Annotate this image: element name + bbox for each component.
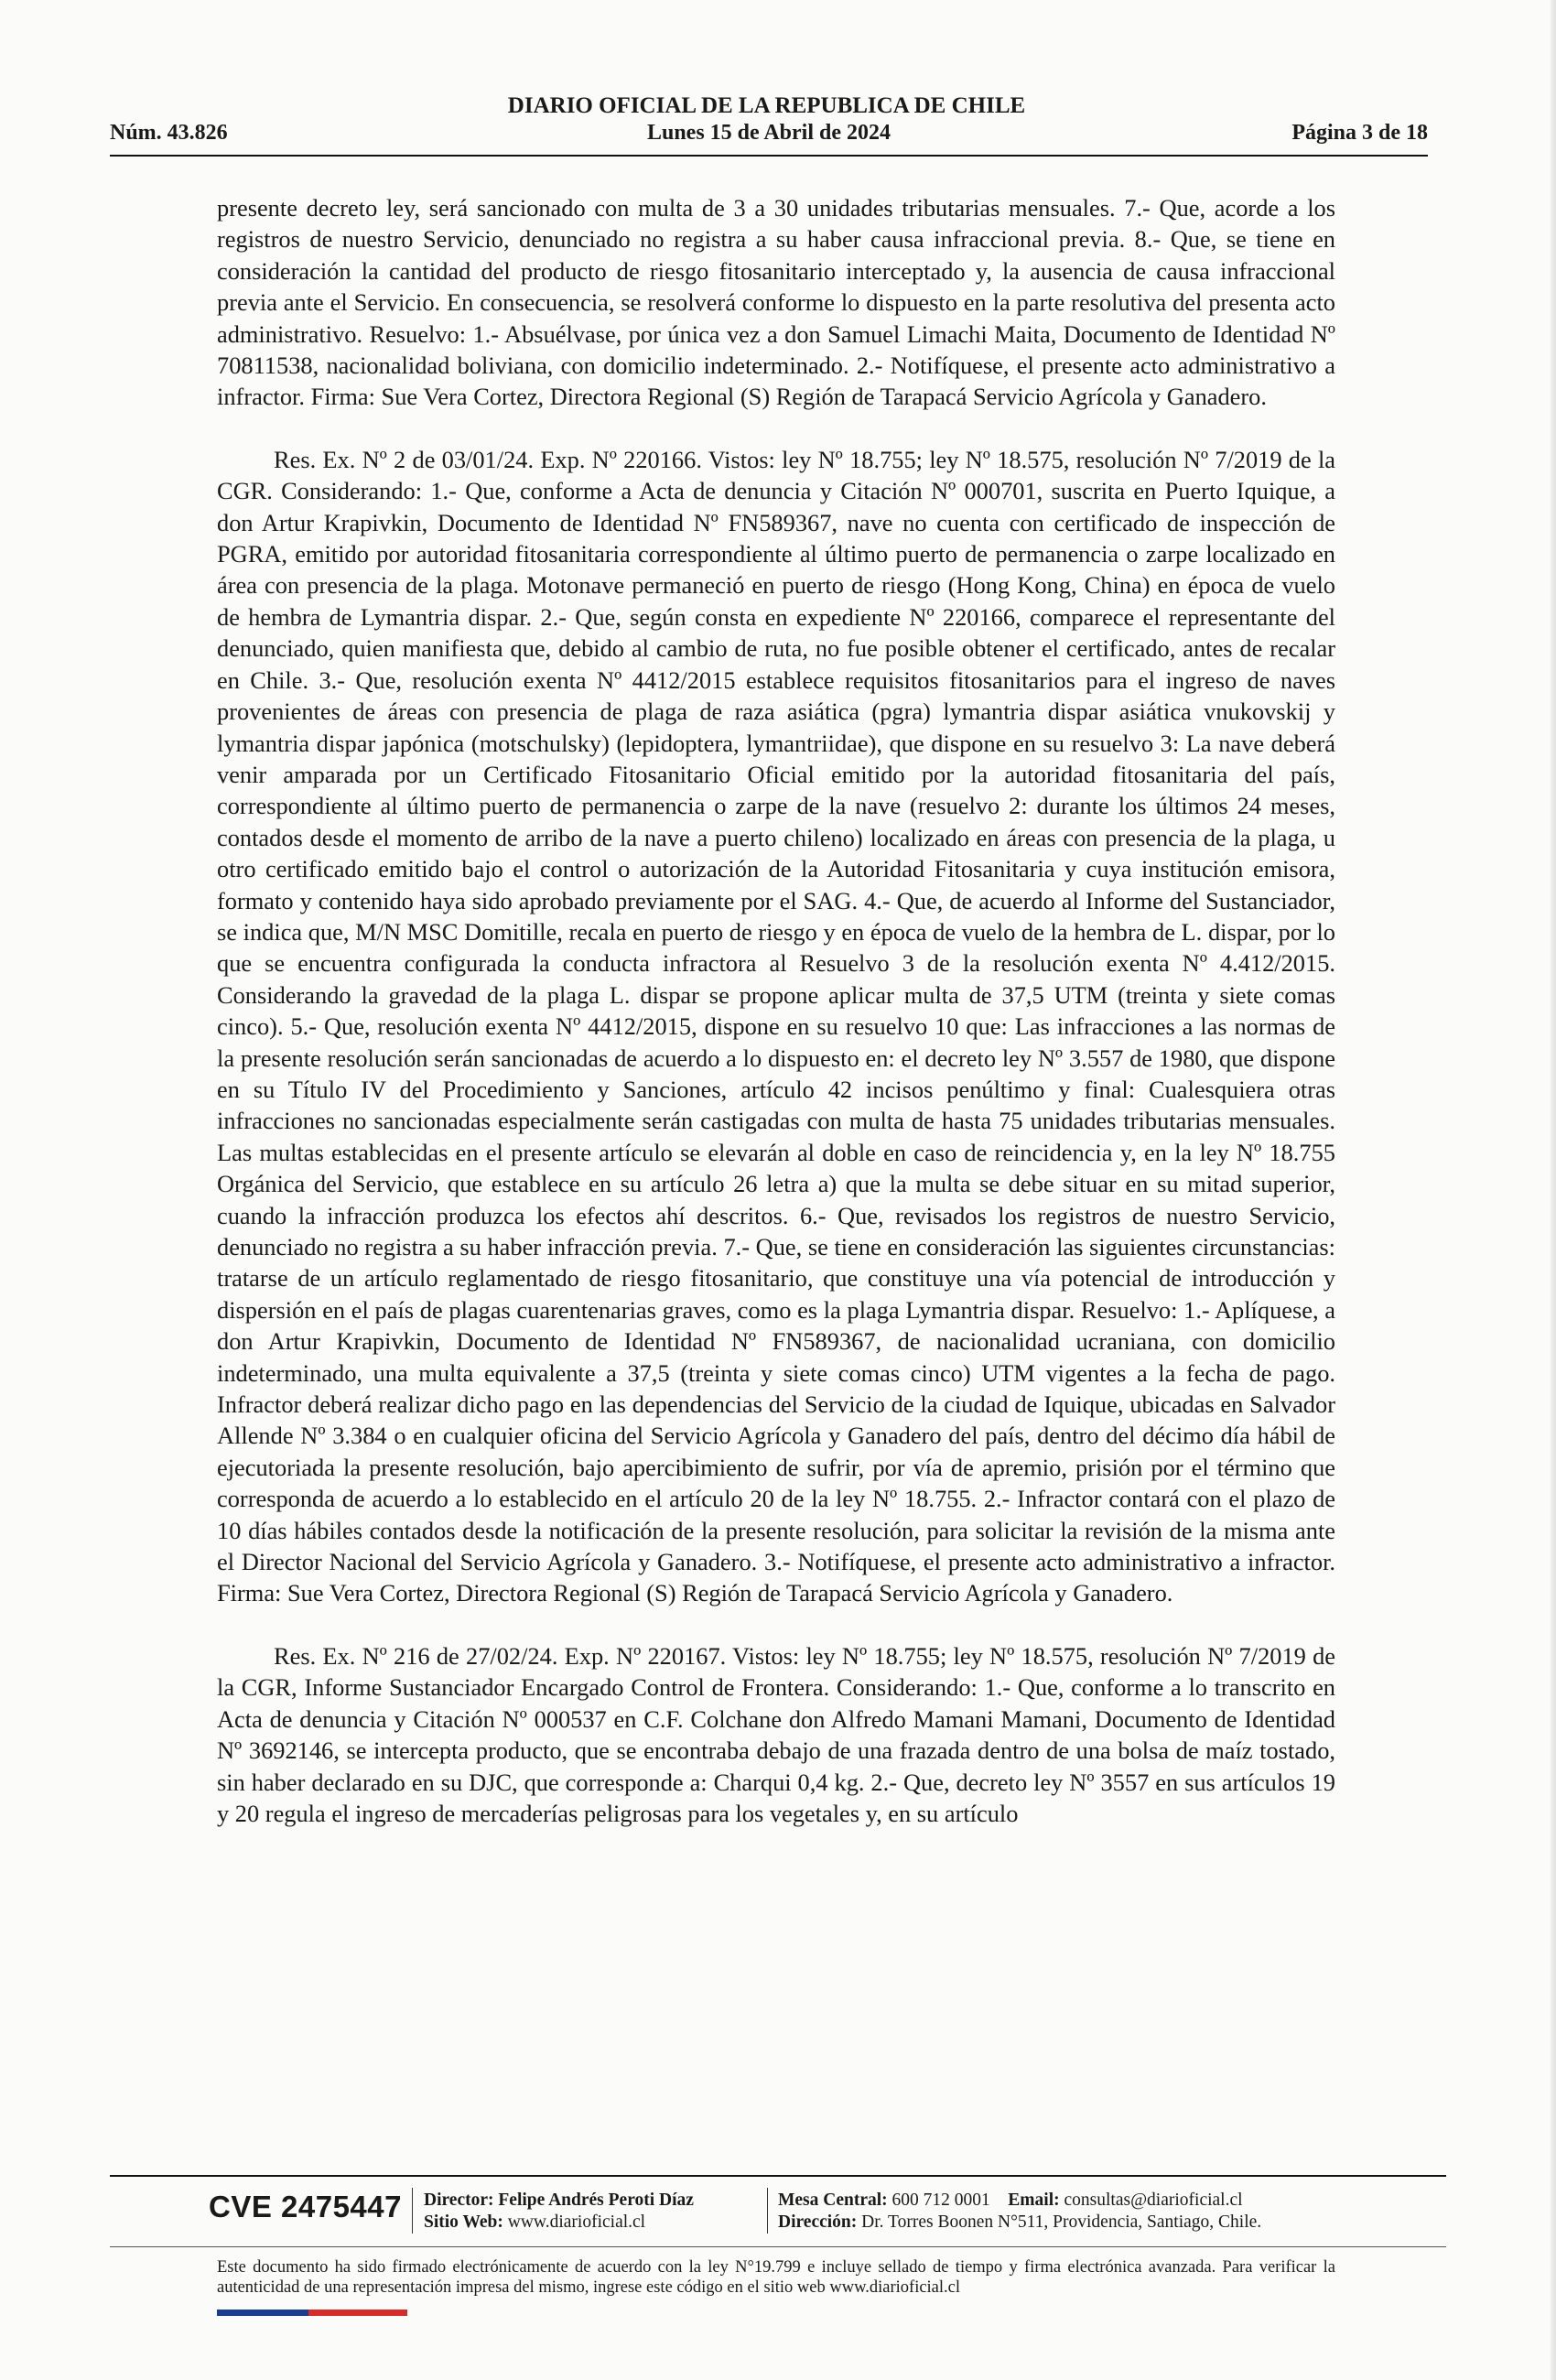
email-link[interactable]: consultas@diarioficial.cl bbox=[1064, 2191, 1243, 2210]
cve-code: CVE 2475447 bbox=[209, 2190, 402, 2223]
scan-edge bbox=[1551, 0, 1556, 2380]
issue-date: Lunes 15 de Abril de 2024 bbox=[646, 121, 891, 145]
mesa-label: Mesa Central: bbox=[778, 2191, 888, 2210]
director-label: Director: bbox=[424, 2191, 494, 2210]
footer-director-block bbox=[424, 2190, 694, 2234]
paragraph-1: presente decreto ley, será sancionado con multa de 3 a 30 unidades tributarias mensuales. 7.- Que, acorde a los registros de nuestro Servicio, denunciado no registra a su haber causa infraccional previa. 8.- Que, se tiene en consideración la cantidad del producto de riesgo fitosanitario interceptado y, la ausencia de causa infraccional previa ante el Servicio. En consecuencia, se resolverá conforme lo dispuesto en la parte resolutiva del presenta acto administrativo. Resuelvo: 1.- Absuélvase, por única vez a don Samuel Limachi Maita, Documento de Identidad Nº 70811538, nacionalidad boliviana, con domicilio indeterminado. 2.- Notifíquese, el presente acto administrativo a infractor. Firma: Sue Vera Cortez, Directora Regional (S) Región de Tarapacá Servicio Agrícola y Ganadero. bbox=[217, 194, 1335, 411]
flag-blue-segment bbox=[217, 2310, 308, 2316]
footer-rule-thin bbox=[110, 2246, 1446, 2247]
footer-contact-block bbox=[778, 2190, 1261, 2234]
header-rule bbox=[110, 155, 1428, 157]
website-label: Sitio Web: bbox=[424, 2212, 503, 2232]
email-label: Email: bbox=[1008, 2191, 1060, 2210]
signature-note: Este documento ha sido firmado electrónicamente de acuerdo con la ley N°19.799 e incluye sellado de tiempo y firma electrónica avanzada. Para verificar la autenticidad de una representación impresa del mismo, ingrese este código en el sitio web www.diarioficial.cl bbox=[217, 2258, 1335, 2297]
address-label: Dirección: bbox=[778, 2212, 858, 2232]
paragraph-3: Res. Ex. Nº 216 de 27/02/24. Exp. Nº 220167. Vistos: ley Nº 18.755; ley Nº 18.575, resolución Nº 7/2019 de la CGR, Informe Sustanciador Encargado Control de Frontera. Considerando: 1.- Que, conforme a lo transcrito en Acta de denuncia y Citación Nº 000537 en C.F. Colchane don Alfredo Mamani Mamani, Documento de Identidad Nº 3692146, se intercepta producto, que se encontraba debajo de una frazada dentro de una bolsa de maíz tostado, sin haber declarado en su DJC, que corresponde a: Charqui 0,4 kg. 2.- Que, decreto ley Nº 3557 en sus artículos 19 y 20 regula el ingreso de mercaderías peligrosas para los vegetales y, en su artículo bbox=[217, 1641, 1335, 1827]
chile-flag-stripe bbox=[217, 2310, 407, 2316]
publication-title: DIARIO OFICIAL DE LA REPUBLICA DE CHILE bbox=[507, 93, 1026, 118]
flag-red-segment bbox=[308, 2310, 407, 2316]
mesa-phone: 600 712 0001 bbox=[891, 2191, 990, 2210]
address-value: Dr. Torres Boonen N°511, Providencia, Santiago, Chile. bbox=[861, 2212, 1262, 2232]
header-row bbox=[110, 121, 1428, 148]
page-indicator: Página 3 de 18 bbox=[1291, 121, 1428, 145]
footer-divider bbox=[767, 2188, 768, 2234]
footer-rule bbox=[110, 2175, 1446, 2177]
footer-divider bbox=[412, 2188, 413, 2234]
paragraph-2: Res. Ex. Nº 2 de 03/01/24. Exp. Nº 220166. Vistos: ley Nº 18.755; ley Nº 18.575, resolución Nº 7/2019 de la CGR. Considerando: 1.- Que, conforme a Acta de denuncia y Citación Nº 000701, suscrita en Puerto Iquique, a don Artur Krapivkin, Documento de Identidad Nº FN589367, nave no cuenta con certificado de inspección de PGRA, emitido por autoridad fitosanitaria correspondiente al último puerto de permanencia o zarpe localizado en área con presencia de la plaga. Motonave permaneció en puerto de riesgo (Hong Kong, China) en época de vuelo de hembra de Lymantria dispar. 2.- Que, según consta en expediente Nº 220166, comparece el representante del denunciado, quien manifiesta que, debido al cambio de ruta, no fue posible obtener el certificado, antes de recalar en Chile. 3.- Que, resolución exenta Nº 4412/2015 establece requisitos fitosanitarios para el ingreso de naves provenientes de áreas con presencia de plaga de raza asiática (pgra) lymantria dispar asiática vnukovskij y lymantria dispar japónica (motschulsky) (lepidoptera, lymantriidae), que dispone en su resuelvo 3: La nave deberá venir amparada por un Certificado Fitosanitario Oficial emitido por la autoridad fitosanitaria del país, correspondiente al último puerto de permanencia o zarpe de la nave (resuelvo 2: durante los últimos 24 meses, contados desde el momento de arribo de la nave a puerto chileno) localizado en áreas con presencia de la plaga, u otro certificado emitido bajo el control o autorización de la Autoridad Fitosanitaria y cuya institución emisora, formato y contenido haya sido aprobado previamente por el SAG. 4.- Que, de acuerdo al Informe del Sustanciador, se indica que, M/N MSC Domitille, recala en puerto de riesgo y en época de vuelo de la hembra de L. dispar, por lo que se encuentra configurada la conducta infractora al Resuelvo 3 de la resolución exenta Nº 4.412/2015. Considerando la gravedad de la plaga L. dispar se propone aplicar multa de 37,5 UTM (treinta y siete comas cinco). 5.- Que, resolución exenta Nº 4412/2015, dispone en su resuelvo 10 que: Las infracciones a las normas de la presente resolución serán sancionadas de acuerdo a lo dispuesto en: el decreto ley Nº 3.557 de 1980, que dispone en su Título IV del Procedimiento y Sanciones, artículo 42 incisos penúltimo y final: Cualesquiera otras infracciones no sancionadas especialmente serán castigadas con multa de hasta 75 unidades tributarias mensuales. Las multas establecidas en el presente artículo se elevarán al doble en caso de reincidencia y, en la ley Nº 18.755 Orgánica del Servicio, que establece en su artículo 26 letra a) que la multa se debe situar en su mitad superior, cuando la infracción produzca los efectos ahí descritos. 6.- Que, revisados los registros de nuestro Servicio, denunciado no registra a su haber infracción previa. 7.- Que, se tiene en consideración las siguientes circunstancias: tratarse de un artículo reglamentado de riesgo fitosanitario, que constituye una vía potencial de introducción y dispersión en el país de plagas cuarentenarias graves, como es la plaga Lymantria dispar. Resuelvo: 1.- Aplíquese, a don Artur Krapivkin, Documento de Identidad Nº FN589367, de nacionalidad ucraniana, con domicilio indeterminado, una multa equivalente a 37,5 (treinta y siete comas cinco) UTM vigentes a la fecha de pago. Infractor deberá realizar dicho pago en las dependencias del Servicio de la ciudad de Iquique, ubicadas en Salvador Allende Nº 3.384 o en cualquier oficina del Servicio Agrícola y Ganadero del país, dentro del décimo día hábil de ejecutoriada la presente resolución, bajo apercibimiento de sufrir, por vía de apremio, prisión por el término que corresponda de acuerdo a lo establecido en el artículo 20 de la ley Nº 18.755. 2.- Infractor contará con el plazo de 10 días hábiles contados desde la notificación de la presente resolución, para solicitar la revisión de la misma ante el Director Nacional del Servicio Agrícola y Ganadero. 3.- Notifíquese, el presente acto administrativo a infractor. Firma: Sue Vera Cortez, Directora Regional (S) Región de Tarapacá Servicio Agrícola y Ganadero. bbox=[217, 445, 1335, 1607]
article-body bbox=[217, 192, 1335, 1829]
issue-number: Núm. 43.826 bbox=[110, 121, 228, 145]
director-name: Felipe Andrés Peroti Díaz bbox=[498, 2191, 694, 2210]
website-link[interactable]: www.diarioficial.cl bbox=[507, 2212, 646, 2232]
